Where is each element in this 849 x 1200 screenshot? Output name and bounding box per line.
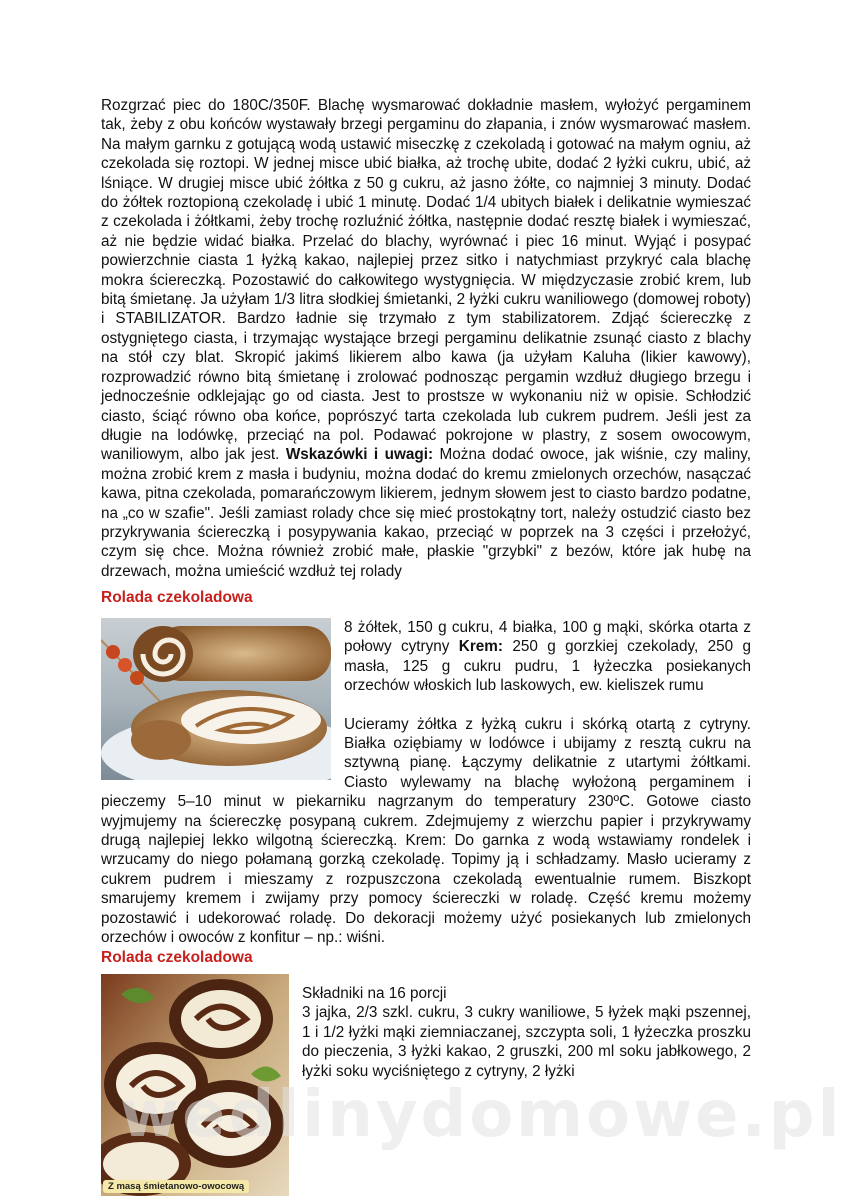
recipe2-photo bbox=[101, 974, 289, 1196]
recipe1-photo bbox=[101, 618, 331, 780]
photo-caption: Z masą śmietanowo-owocową bbox=[103, 1180, 249, 1193]
intro-text: Rozgrzać piec do 180C/350F. Blachę wysmarować dokładnie masłem, wyłożyć pergaminem tak, żeby z obu końców wystawały brzegi pergaminu do złapania, i znów wysmarować masłem. Na małym garnku z gotującą wodą ustawić miseczkę z czekoladą i gotować na małym ogniu, aż czekolada się roztopi. W jednej misce ubić białka, aż trochę ubite, dodać 2 łyżki cukru, ubić, aż lśniące. W drugiej misce ubić żółtka z 50 g cukru, aż jasno żółte, co najmniej 3 minuty. Dodać do żółtek roztopioną czekoladę i ubić 1 minutę. Dodać 1/4 ubitych białek i delikatnie wymieszać z czekolada i żółtkami, żeby trochę rozluźnić żółtka, następnie dodać resztę białek i wymieszać, aż nie będzie widać białka. Przelać do blachy, wyrównać i piec 16 minut. Wyjąć i posypać powierzchnie ciasta 1 łyżką kakao, najlepiej przez sitko i natychmiast przykryć cala blachę mokra ściereczką. Pozostawić do całkowitego wystygnięcia. W międzyczasie zrobić krem, lub bitą śmietanę. Ja użyłam 1/3 litra słodkiej śmietanki, 2 łyżki cukru waniliowego (domowej roboty) i STABILIZATOR. Bardzo ładnie się trzymało z tym stabilizatorem. Zdjąć ściereczkę z ostygniętego ciasta, i trzymając wystające brzegi pergaminu delikatnie zsunąć ciasto z blachy na stół czy blat. Skropić jakimś likierem albo kawa (ja użyłam Kaluha (likier kawowy), rozprowadzić równo bitą śmietanę i zrolować podnosząc pergamin wzdłuż długiego brzegu i jednocześnie odklejając go od ciasta. Jest to prostsze w wykonaniu niż w opisie. Schłodzić ciasto, ściąć równo oba końce, poprószyć tarta czekolada lub cukrem pudrem. Jeśli jest za długie na lodówkę, przeciąć na pol. Podawać pokrojone w plastry, z sosem owocowym, waniliowym, albo jak jest. bbox=[101, 97, 751, 464]
recipe2-title: Rolada czekoladowa bbox=[101, 949, 253, 966]
recipe1-method: Ucieramy żółtka z łyżką cukru i skórką otartą z cytryny. Białka oziębiamy w lodówce i ubijamy z resztą cukru na sztywną pianę. Łączymy delikatnie z utartymi żółtkami. Ciasto wylewamy na blachę wyłożoną pergaminem i pieczemy 5–10 minut w piekarniku nagrzanym do temperatury 230ºC. Gotowe ciasto wyjmujemy na ściereczkę posypaną cukrem. Zdejmujemy z wierzchu papier i przykrywamy drugą najlepiej lekko wilgotną ściereczką. Krem: Do garnka z wodą wstawiamy rondelek i wrzucamy do niego połamaną gorzką czekoladę. Topimy ją i schładzamy. Masło ucieramy z cukrem pudrem i mieszamy z rozpuszczona czekoladą ewentualnie rumem. Biszkopt smarujemy kremem i zwijamy przy pomocy ściereczki w roladę. Część kremu możemy pozostawić i udekorować roladę. Do dekoracji możemy użyć posiekanych lub zmielonych orzechów i owoców z konfitur – np.: wiśni. bbox=[101, 715, 751, 947]
cream-label: Krem: bbox=[458, 638, 503, 656]
recipe1-ingredients-text: 8 żółtek, 150 g cukru, 4 białka, 100 g mąki, skórka otarta z połowy cytryny bbox=[344, 619, 751, 656]
site-watermark: wedlinydomowe.pl bbox=[120, 1078, 843, 1152]
tips-text: Można dodać owoce, jak wiśnie, czy maliny, można zrobić krem z masła i budyniu, można dodać do kremu zmielonych orzechów, nasączać kawa, pitna czekolada, pomarańczowym likierem, jednym słowem jest to ciasto bardzo podatne, na „co w szafie". Jeśli zamiast rolady chce się mieć prostokątny tort, należy ostudzić ciasto bez przykrywania ściereczką i posypywania kakao, przeciąć w poprzek na 3 części i przełożyć, czym się chce. Można również zrobić małe, płaskie "grzybki" z bezów, które jak hubę na drzewach, można umieścić wzdłuż tej rolady bbox=[101, 446, 751, 580]
recipe2-servings: Składniki na 16 porcji bbox=[302, 985, 447, 1002]
intro-section bbox=[101, 96, 751, 581]
chocolate-roll-image bbox=[101, 974, 289, 1196]
recipe1-title: Rolada czekoladowa bbox=[101, 589, 253, 606]
roll-cake-image bbox=[101, 618, 331, 780]
tips-label: Wskazówki i uwagi: bbox=[285, 446, 434, 464]
recipe2-ingredients: 3 jajka, 2/3 szkl. cukru, 3 cukry waniliowe, 5 łyżek mąki pszennej, 1 i 1/2 łyżki mąki ziemniaczanej, szczypta soli, 1 łyżeczka proszku do pieczenia, 3 łyżki kakao, 2 gruszki, 200 ml soku jabłkowego, 2 łyżki soku wyciśniętego z cytryny, 2 łyżki bbox=[302, 1004, 751, 1080]
intro-paragraph bbox=[101, 96, 751, 581]
recipe1-cream-text: 250 g gorzkiej czekolady, 250 g masła, 125 g cukru pudru, 1 łyżeczka posiekanych orzechów włoskich lub laskowych, ew. kieliszek rumu bbox=[344, 638, 752, 695]
recipe1-section bbox=[101, 618, 751, 948]
recipe2-section bbox=[101, 974, 751, 1196]
